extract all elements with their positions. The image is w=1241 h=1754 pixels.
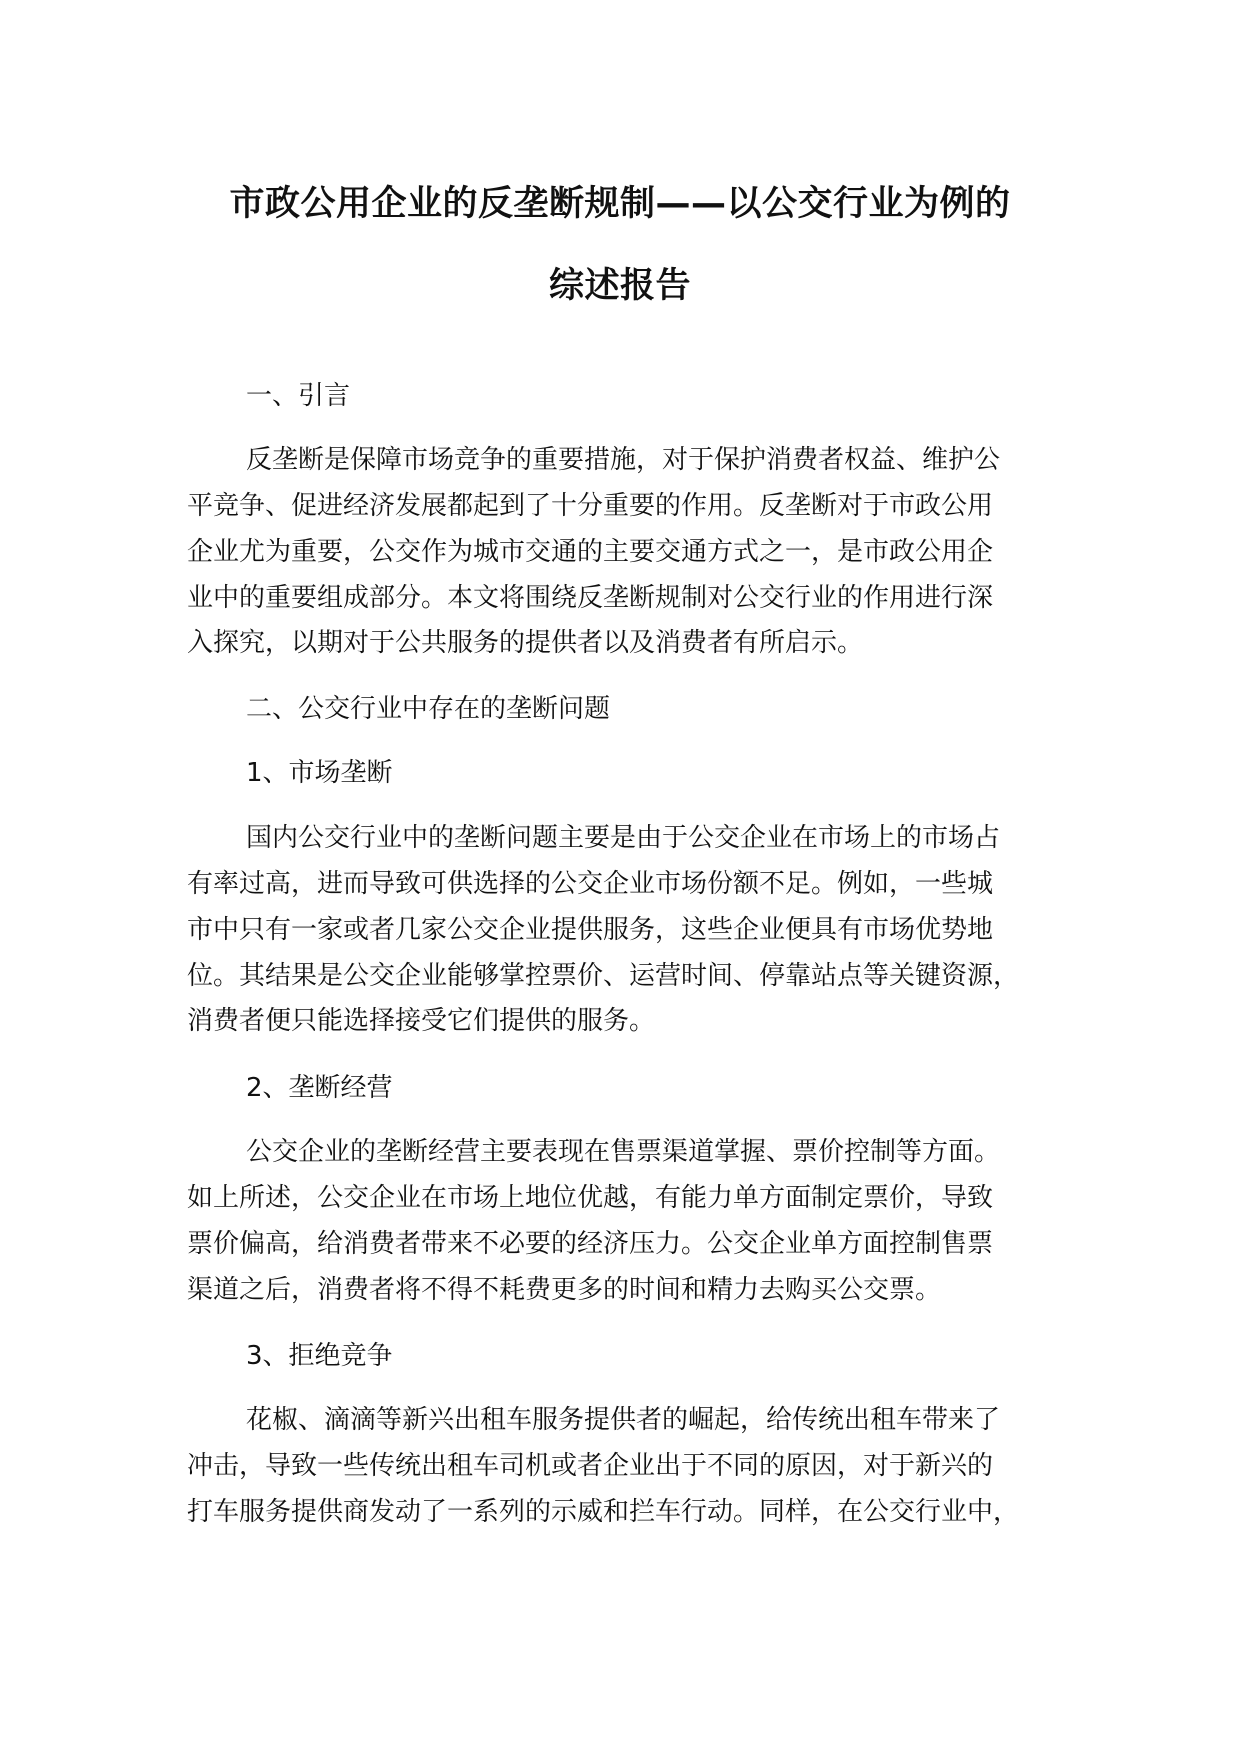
paragraph-line: 反垄断是保障市场竞争的重要措施，对于保护消费者权益、维护公 (246, 445, 1001, 475)
subsection-heading-market-monopoly: 1、市场垄断 (246, 758, 393, 788)
paragraph-line: 国内公交行业中的垄断问题主要是由于公交企业在市场上的市场占 (246, 823, 1001, 853)
paragraph-line: 渠道之后，消费者将不得不耗费更多的时间和精力去购买公交票。 (187, 1275, 942, 1305)
document-title-line-2: 综述报告 (548, 266, 691, 306)
paragraph-line: 平竞争、促进经济发展都起到了十分重要的作用。反垄断对于市政公用 (187, 491, 994, 521)
paragraph-line: 消费者便只能选择接受它们提供的服务。 (187, 1006, 656, 1036)
paragraph-line: 冲击，导致一些传统出租车司机或者企业出于不同的原因，对于新兴的 (187, 1451, 994, 1481)
paragraph-line: 公交企业的垄断经营主要表现在售票渠道掌握、票价控制等方面。 (246, 1137, 1001, 1167)
document-title-line-1: 市政公用企业的反垄断规制——以公交行业为例的 (229, 184, 1011, 224)
paragraph-line: 如上所述，公交企业在市场上地位优越，有能力单方面制定票价，导致 (187, 1183, 994, 1213)
paragraph-line: 业中的重要组成部分。本文将围绕反垄断规制对公交行业的作用进行深 (187, 583, 994, 613)
paragraph-line: 市中只有一家或者几家公交企业提供服务，这些企业便具有市场优势地 (187, 915, 994, 945)
paragraph-line: 入探究，以期对于公共服务的提供者以及消费者有所启示。 (187, 628, 864, 658)
paragraph-line: 有率过高，进而导致可供选择的公交企业市场份额不足。例如，一些城 (187, 869, 994, 899)
section-heading-introduction: 一、引言 (246, 381, 351, 411)
subsection-heading-monopoly-operation: 2、垄断经营 (246, 1073, 393, 1103)
paragraph-line: 打车服务提供商发动了一系列的示威和拦车行动。同样，在公交行业中， (187, 1497, 1020, 1527)
section-heading-monopoly-problems: 二、公交行业中存在的垄断问题 (246, 694, 611, 724)
paragraph-line: 花椒、滴滴等新兴出租车服务提供者的崛起，给传统出租车带来了 (246, 1405, 1001, 1435)
subsection-heading-refusing-competition: 3、拒绝竞争 (246, 1341, 393, 1371)
paragraph-line: 票价偏高，给消费者带来不必要的经济压力。公交企业单方面控制售票 (187, 1229, 994, 1259)
paragraph-line: 企业尤为重要，公交作为城市交通的主要交通方式之一，是市政公用企 (187, 537, 994, 567)
paragraph-line: 位。其结果是公交企业能够掌控票价、运营时间、停靠站点等关键资源， (187, 961, 1020, 991)
